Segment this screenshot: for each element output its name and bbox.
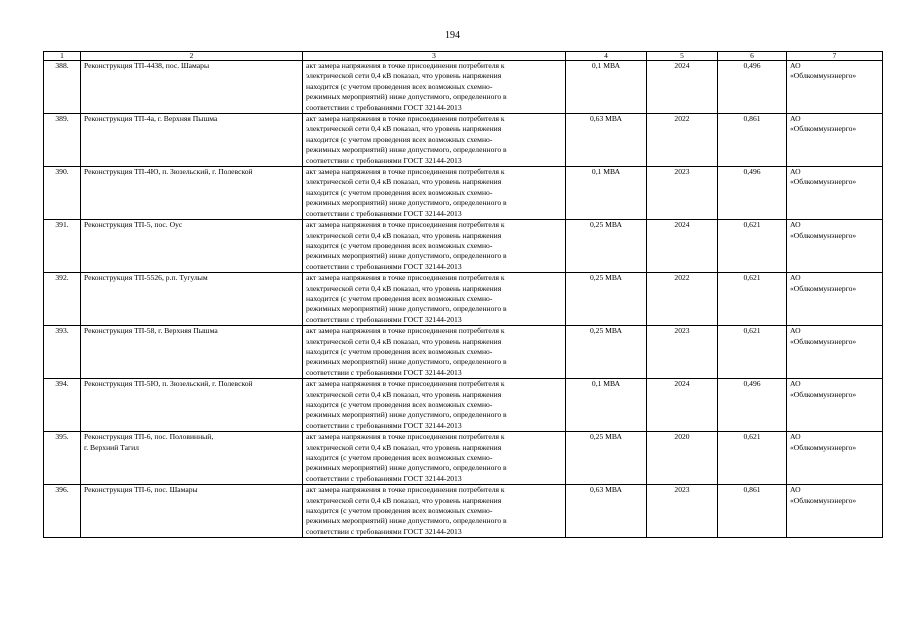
capacity-value: 0,25 МВА xyxy=(566,326,647,379)
object-name: Реконструкция ТП-6, пос. Половинный, г. Верхний Тагил xyxy=(81,432,303,485)
object-name: Реконструкция ТП-5, пос. Оус xyxy=(81,220,303,273)
table-body xyxy=(44,61,883,538)
table-row xyxy=(44,273,883,326)
page-number: 194 xyxy=(445,30,460,41)
table-row xyxy=(44,485,883,538)
justification-text: акт замера напряжения в точке присоединения потребителя к электрической сети 0,4 кВ показал, что уровень напряжения находится (с учетом проведения всех возможных схемно- режимных мероприятий) ниже допустимого, определенного в соответствии с требованиями ГОСТ 32144-2013 xyxy=(303,485,566,538)
object-name: Реконструкция ТП-5526, р.п. Тугулым xyxy=(81,273,303,326)
object-name: Реконструкция ТП-6, пос. Шамары xyxy=(81,485,303,538)
column-header: 3 xyxy=(303,52,566,61)
year-value: 2024 xyxy=(647,61,718,114)
organization-name: АО «Облкоммунэнерго» xyxy=(787,432,883,485)
justification-text: акт замера напряжения в точке присоединения потребителя к электрической сети 0,4 кВ показал, что уровень напряжения находится (с учетом проведения всех возможных схемно- режимных мероприятий) ниже допустимого, определенного в соответствии с требованиями ГОСТ 32144-2013 xyxy=(303,61,566,114)
column-header: 2 xyxy=(81,52,303,61)
cost-value: 0,621 xyxy=(718,326,787,379)
table-row xyxy=(44,326,883,379)
cost-value: 0,621 xyxy=(718,432,787,485)
row-number: 389. xyxy=(44,114,81,167)
table-row xyxy=(44,432,883,485)
row-number: 388. xyxy=(44,61,81,114)
organization-name: АО «Облкоммунэнерго» xyxy=(787,114,883,167)
justification-text: акт замера напряжения в точке присоединения потребителя к электрической сети 0,4 кВ показал, что уровень напряжения находится (с учетом проведения всех возможных схемно- режимных мероприятий) ниже допустимого, определенного в соответствии с требованиями ГОСТ 32144-2013 xyxy=(303,273,566,326)
organization-name: АО «Облкоммунэнерго» xyxy=(787,326,883,379)
cost-value: 0,621 xyxy=(718,273,787,326)
justification-text: акт замера напряжения в точке присоединения потребителя к электрической сети 0,4 кВ показал, что уровень напряжения находится (с учетом проведения всех возможных схемно- режимных мероприятий) ниже допустимого, определенного в соответствии с требованиями ГОСТ 32144-2013 xyxy=(303,167,566,220)
table-row xyxy=(44,220,883,273)
object-name: Реконструкция ТП-4438, пос. Шамары xyxy=(81,61,303,114)
row-number: 390. xyxy=(44,167,81,220)
column-header: 6 xyxy=(718,52,787,61)
object-name: Реконструкция ТП-5Ю, п. Зюзельский, г. Полевской xyxy=(81,379,303,432)
justification-text: акт замера напряжения в точке присоединения потребителя к электрической сети 0,4 кВ показал, что уровень напряжения находится (с учетом проведения всех возможных схемно- режимных мероприятий) ниже допустимого, определенного в соответствии с требованиями ГОСТ 32144-2013 xyxy=(303,326,566,379)
capacity-value: 0,25 МВА xyxy=(566,220,647,273)
year-value: 2024 xyxy=(647,220,718,273)
column-header: 1 xyxy=(44,52,81,61)
year-value: 2023 xyxy=(647,167,718,220)
year-value: 2020 xyxy=(647,432,718,485)
year-value: 2022 xyxy=(647,114,718,167)
capacity-value: 0,25 МВА xyxy=(566,432,647,485)
cost-value: 0,496 xyxy=(718,61,787,114)
capacity-value: 0,1 МВА xyxy=(566,167,647,220)
year-value: 2022 xyxy=(647,273,718,326)
object-name: Реконструкция ТП-4Ю, п. Зюзельский, г. Полевской xyxy=(81,167,303,220)
cost-value: 0,496 xyxy=(718,379,787,432)
row-number: 392. xyxy=(44,273,81,326)
column-number-row xyxy=(44,52,883,61)
cost-value: 0,496 xyxy=(718,167,787,220)
table-row xyxy=(44,167,883,220)
organization-name: АО «Облкоммунэнерго» xyxy=(787,61,883,114)
organization-name: АО «Облкоммунэнерго» xyxy=(787,379,883,432)
justification-text: акт замера напряжения в точке присоединения потребителя к электрической сети 0,4 кВ показал, что уровень напряжения находится (с учетом проведения всех возможных схемно- режимных мероприятий) ниже допустимого, определенного в соответствии с требованиями ГОСТ 32144-2013 xyxy=(303,379,566,432)
year-value: 2023 xyxy=(647,485,718,538)
cost-value: 0,621 xyxy=(718,220,787,273)
object-name: Реконструкция ТП-4а, г. Верхняя Пышма xyxy=(81,114,303,167)
justification-text: акт замера напряжения в точке присоединения потребителя к электрической сети 0,4 кВ показал, что уровень напряжения находится (с учетом проведения всех возможных схемно- режимных мероприятий) ниже допустимого, определенного в соответствии с требованиями ГОСТ 32144-2013 xyxy=(303,432,566,485)
row-number: 395. xyxy=(44,432,81,485)
row-number: 391. xyxy=(44,220,81,273)
column-header: 4 xyxy=(566,52,647,61)
organization-name: АО «Облкоммунэнерго» xyxy=(787,220,883,273)
organization-name: АО «Облкоммунэнерго» xyxy=(787,485,883,538)
cost-value: 0,861 xyxy=(718,485,787,538)
table-row xyxy=(44,379,883,432)
justification-text: акт замера напряжения в точке присоединения потребителя к электрической сети 0,4 кВ показал, что уровень напряжения находится (с учетом проведения всех возможных схемно- режимных мероприятий) ниже допустимого, определенного в соответствии с требованиями ГОСТ 32144-2013 xyxy=(303,114,566,167)
table-row xyxy=(44,61,883,114)
reconstruction-table xyxy=(43,51,883,538)
column-header: 7 xyxy=(787,52,883,61)
year-value: 2023 xyxy=(647,326,718,379)
row-number: 396. xyxy=(44,485,81,538)
row-number: 393. xyxy=(44,326,81,379)
capacity-value: 0,1 МВА xyxy=(566,61,647,114)
capacity-value: 0,63 МВА xyxy=(566,114,647,167)
column-header: 5 xyxy=(647,52,718,61)
organization-name: АО «Облкоммунэнерго» xyxy=(787,273,883,326)
justification-text: акт замера напряжения в точке присоединения потребителя к электрической сети 0,4 кВ показал, что уровень напряжения находится (с учетом проведения всех возможных схемно- режимных мероприятий) ниже допустимого, определенного в соответствии с требованиями ГОСТ 32144-2013 xyxy=(303,220,566,273)
capacity-value: 0,25 МВА xyxy=(566,273,647,326)
capacity-value: 0,1 МВА xyxy=(566,379,647,432)
object-name: Реконструкция ТП-58, г. Верхняя Пышма xyxy=(81,326,303,379)
capacity-value: 0,63 МВА xyxy=(566,485,647,538)
row-number: 394. xyxy=(44,379,81,432)
table-row xyxy=(44,114,883,167)
year-value: 2024 xyxy=(647,379,718,432)
cost-value: 0,861 xyxy=(718,114,787,167)
organization-name: АО «Облкоммунэнерго» xyxy=(787,167,883,220)
